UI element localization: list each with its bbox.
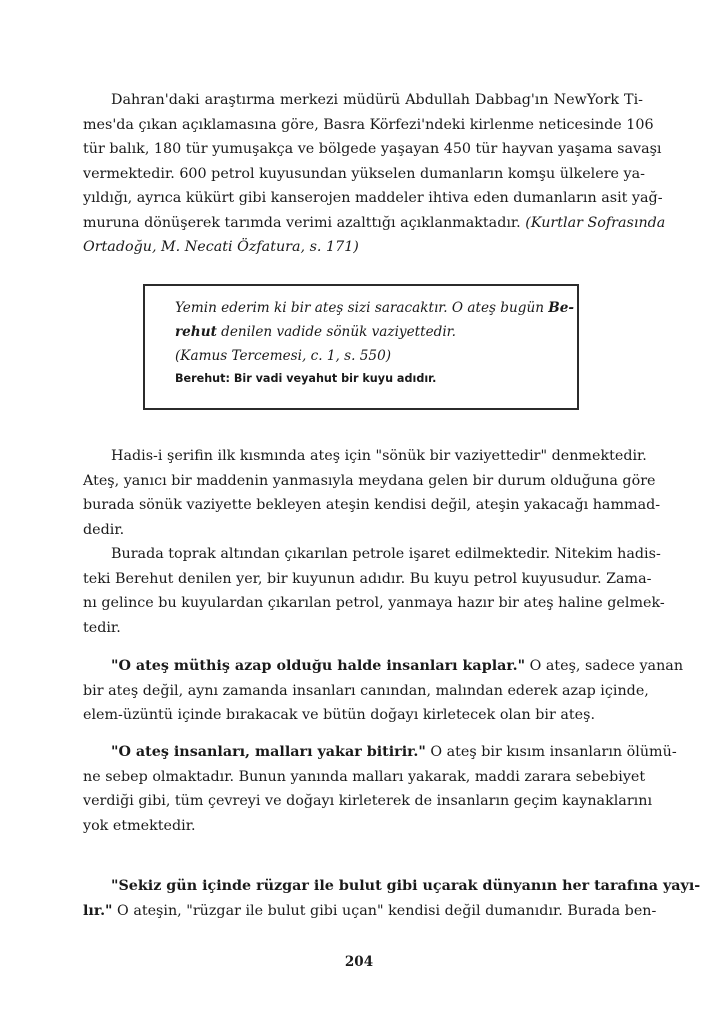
paragraph-6 [83, 874, 701, 923]
text-line: Dahran'daki araştırma merkezi müdürü Abdullah Dabbag'ın NewYork Ti- [111, 92, 643, 108]
quote-line [175, 320, 553, 344]
text-line: Ateş, yanıcı bir maddenin yanmasıyla meydana gelen bir durum olduğuna göre [83, 472, 656, 489]
text-line: lır." O ateşin, "rüzgar ile bulut gibi uçan" kendisi değil dumanıdır. Burada ben- [83, 902, 657, 919]
text-line: Burada toprak altından çıkarılan petrole işaret edilmektedir. Nitekim hadis- [111, 546, 661, 562]
quote-box [143, 284, 579, 410]
quote-footnote: Berehut: Bir vadi veyahut bir kuyu adıdır. [175, 372, 437, 385]
text-line: ne sebep olmaktadır. Bunun yanında malları yakarak, maddi zarara sebebiyet [83, 768, 646, 785]
text-line: "O ateş insanları, malları yakar bitirir." O ateş bir kısım insanların ölümü- [111, 744, 677, 760]
text-line-with-citation [83, 211, 666, 236]
quote-source: (Kamus Tercemesi, c. 1, s. 550) [175, 348, 392, 364]
citation: (Kurtlar Sofrasında [525, 214, 666, 231]
quote-text: Yemin ederim ki bir ateş sizi saracaktır. O ateş bugün [175, 300, 549, 316]
quote-bold: rehut [175, 324, 217, 340]
bold-quote: "O ateş müthiş azap olduğu halde insanları kaplar." [111, 658, 526, 674]
text-line: tür balık, 180 tür yumuşakça ve bölgede yaşayan 450 tür hayvan yaşama savaşı [83, 141, 662, 157]
bold-quote: "Sekiz gün içinde rüzgar ile bulut gibi uçarak dünyanın her tarafına yayı- [111, 878, 701, 894]
quote-bold: Be- [548, 300, 575, 316]
text-line: verdiği gibi, tüm çevreyi ve doğayı kirleterek de insanların geçim kaynaklarını [83, 793, 653, 809]
text-line: yok etmektedir. [83, 817, 196, 834]
text-line: yıldığı, ayrıca kükürt gibi kanserojen maddeler ihtiva eden dumanların asit yağ- [83, 190, 663, 206]
text-line: nı gelince bu kuyulardan çıkarılan petrol, yanmaya hazır bir ateş haline gelmek- [83, 595, 665, 611]
quote-line [175, 296, 575, 320]
paragraph-2 [83, 444, 665, 640]
citation: Ortadoğu, M. Necati Özfatura, s. 171) [83, 239, 359, 255]
text-fragment: muruna dönüşerek tarımda verimi azalttığı açıklanmaktadır. [83, 214, 521, 231]
page-number: 204 [344, 954, 374, 970]
text-line [83, 874, 701, 899]
text-line: burada sönük vaziyette bekleyen ateşin kendisi değil, ateşin yakacağı hammad- [83, 497, 661, 513]
text-line: tedir. [83, 619, 121, 636]
text-line: Hadis-i şerifin ilk kısmında ateş için "sönük bir vaziyettedir" denmektedir. [111, 448, 647, 464]
text-line: elem-üzüntü içinde bırakacak ve bütün doğayı kirletecek olan bir ateş. [83, 707, 595, 723]
text-line: dedir. [83, 521, 125, 538]
citation-line [83, 235, 643, 260]
quote-text: denilen vadide sönük vaziyettedir. [216, 324, 456, 340]
paragraph-1 [83, 88, 666, 260]
paragraph-4 [83, 654, 684, 728]
text-line: bir ateş değil, aynı zamanda insanları canından, malından ederek azap içinde, [83, 682, 649, 699]
bold-quote: "O ateş insanları, malları yakar bitirir." [111, 744, 426, 760]
bold-quote: lır." [83, 902, 113, 919]
text-line: vermektedir. 600 petrol kuyusundan yükselen dumanların komşu ülkelere ya- [83, 165, 645, 182]
text-line: mes'da çıkan açıklamasına göre, Basra Körfezi'ndeki kirlenme neticesinde 106 [83, 116, 654, 133]
text-line: teki Berehut denilen yer, bir kuyunun adıdır. Bu kuyu petrol kuyusudur. Zama- [83, 570, 652, 587]
paragraph-5 [83, 740, 677, 838]
text-line: "O ateş müthiş azap olduğu halde insanları kaplar." O ateş, sadece yanan [111, 658, 684, 674]
